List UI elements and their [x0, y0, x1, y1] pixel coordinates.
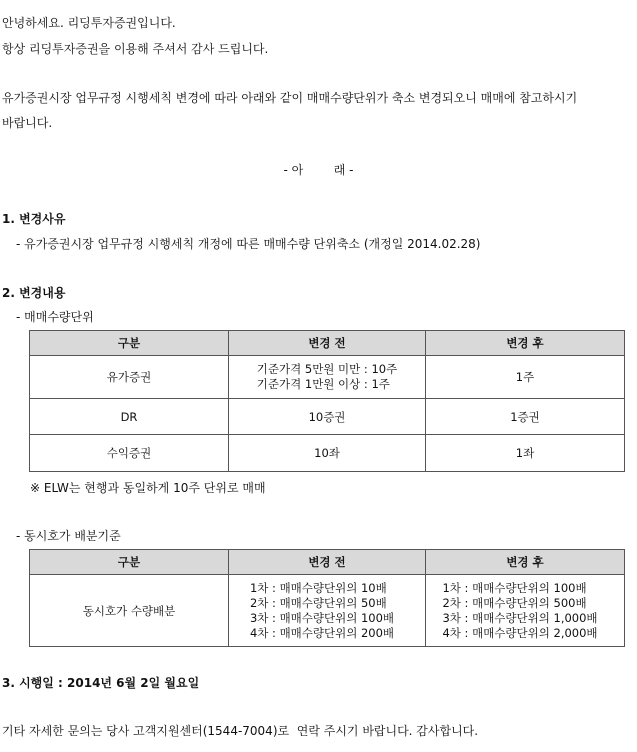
table-header-row: [30, 331, 625, 356]
section-3-heading: 3. 시행일 : 2014년 6월 2일 월요일: [2, 676, 200, 690]
table-cell-after: 1주: [426, 356, 625, 399]
table-header: 구분: [30, 550, 229, 575]
after-line: 2차 : 매매수량단위의 500배: [442, 595, 587, 610]
table-cell-before: [229, 356, 426, 399]
section-2-heading: 2. 변경내용: [2, 286, 66, 300]
after-line: 4차 : 매매수량단위의 2,000배: [442, 625, 598, 640]
table-header-row: [30, 550, 625, 575]
center-title: - 아 래 -: [283, 163, 354, 177]
table-cell-before: 10좌: [229, 435, 426, 472]
table-cell-category: DR: [30, 399, 229, 435]
allocation-table: [29, 549, 625, 647]
before-line: 3차 : 매매수량단위의 100배: [249, 610, 395, 625]
before-line: 4차 : 매매수량단위의 200배: [249, 625, 395, 640]
elw-note: ※ ELW는 현행과 동일하게 10주 단위로 매매: [30, 481, 266, 495]
table-cell-after: [426, 575, 625, 647]
section-2-subtitle-1: - 매매수량단위: [16, 310, 94, 324]
before-line: 기준가격 1만원 이상 : 1주: [256, 377, 390, 391]
lot-size-table: [29, 330, 625, 472]
table-row: [30, 575, 625, 647]
footer-text: 기타 자세한 문의는 당사 고객지원센터(1544-7004)로 연락 주시기 바랍니다. 감사합니다.: [2, 724, 479, 738]
after-line: 1차 : 매매수량단위의 100배: [442, 580, 587, 595]
table-cell-category: 동시호가 수량배분: [30, 575, 229, 647]
table-cell-before: 10증권: [229, 399, 426, 435]
intro-line-1: 안녕하세요. 리딩투자증권입니다.: [2, 16, 176, 30]
intro-line-3: 유가증권시장 업무규정 시행세칙 변경에 따라 아래와 같이 매매수량단위가 축소 변경되오니 매매에 참고하시기: [2, 91, 578, 105]
table-cell-category: 수익증권: [30, 435, 229, 472]
table-header: 변경 전: [229, 550, 426, 575]
table-header: 변경 후: [426, 550, 625, 575]
intro-line-4: 바랍니다.: [2, 116, 53, 130]
after-line: 3차 : 매매수량단위의 1,000배: [442, 610, 598, 625]
table-header: 변경 전: [229, 331, 426, 356]
before-line: 1차 : 매매수량단위의 10배: [249, 580, 387, 595]
section-1-text: - 유가증권시장 업무규정 시행세칙 개정에 따른 매매수량 단위축소 (개정일 2014.02.28): [16, 237, 481, 251]
before-line: 2차 : 매매수량단위의 50배: [249, 595, 387, 610]
table-cell-before: [229, 575, 426, 647]
table-row: [30, 435, 625, 472]
table-header: 변경 후: [426, 331, 625, 356]
table-cell-after: 1증권: [426, 399, 625, 435]
intro-line-2: 항상 리딩투자증권을 이용해 주셔서 감사 드립니다.: [2, 42, 269, 56]
table-cell-category: 유가증권: [30, 356, 229, 399]
table-row: [30, 399, 625, 435]
section-1-heading: 1. 변경사유: [2, 212, 66, 226]
table-header: 구분: [30, 331, 229, 356]
before-line: 기준가격 5만원 미만 : 10주: [256, 362, 398, 376]
table-cell-after: 1좌: [426, 435, 625, 472]
section-2-subtitle-2: - 동시호가 배분기준: [16, 529, 121, 543]
table-row: [30, 356, 625, 399]
